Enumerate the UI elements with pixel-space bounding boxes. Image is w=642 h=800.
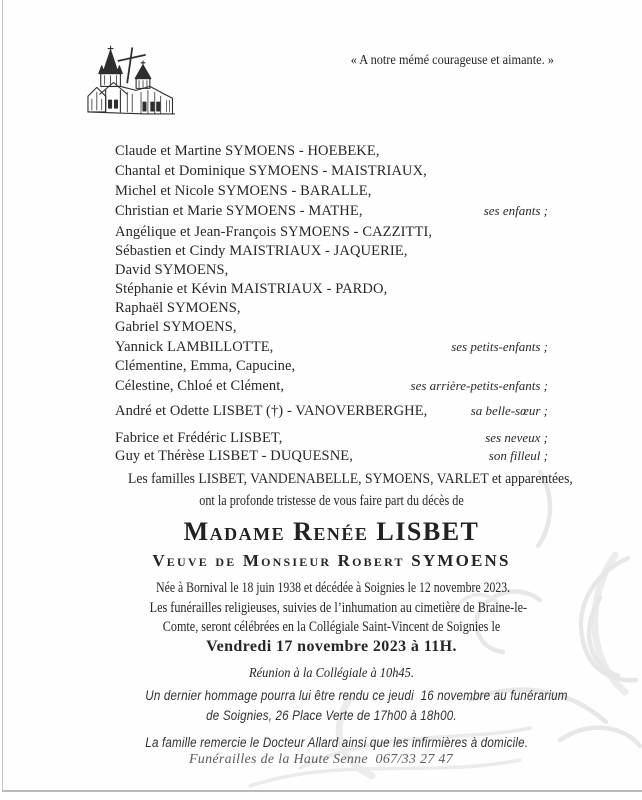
relative-row [115,357,548,376]
relationship-label: son filleul ; [488,448,548,463]
relative-row [115,201,548,221]
funeral-details-line-1: Les funérailles religieuses, suivies de l’inhumation au cimetière de Braine-le- [149,600,528,616]
relative-row [115,161,548,181]
relative-names: Célestine, Chloé et Clément, [115,378,285,394]
relative-names: Gabriel SYMOENS, [115,319,237,335]
relative-row [115,299,548,318]
tribute-line-2: de Soignies, 26 Place Verte de 17h00 à 18h00. [206,708,457,723]
relative-names: Michel et Nicole SYMOENS - BARALLE, [115,183,372,199]
life-dates-line: Née à Bornival le 18 juin 1938 et décédée à Soignies le 12 novembre 2023. [156,580,511,596]
relative-row [115,429,548,447]
relative-names: Clémentine, Emma, Capucine, [115,358,296,374]
relative-row [115,337,548,357]
relative-row [115,376,548,396]
relative-names: David SYMOENS, [115,262,229,278]
relative-names: Yannick LAMBILLOTTE, [115,339,274,355]
church-icon [86,45,200,118]
scan-left-edge [2,0,3,791]
relative-row [115,141,548,161]
relationship-label: ses neveux ; [485,430,548,445]
relative-names: Guy et Thérèse LISBET - DUQUESNE, [115,448,353,464]
scan-bottom-edge [2,790,642,792]
relative-row [115,280,548,299]
relative-row [115,318,548,337]
relatives-group [115,357,548,396]
relative-row [115,242,548,261]
widow-line: Veuve de Monsieur Robert SYMOENS [152,551,511,570]
relative-names: André et Odette LISBET (†) - VANOVERBERGHE, [115,403,428,419]
funeral-date-line: Vendredi 17 novembre 2023 à 11H. [206,638,457,655]
relatives-group [115,141,548,221]
relatives-group [115,429,548,447]
relationship-label: ses enfants ; [483,203,548,218]
relationship-label: ses petits-enfants ; [451,339,548,354]
relatives-group [115,223,548,357]
relatives-group [115,401,548,421]
relationship-label: ses arrière-petits-enfants ; [410,378,548,393]
relative-names: Sébastien et Cindy MAISTRIAUX - JAQUERIE, [115,243,408,259]
meeting-line: Réunion à la Collégiale à 10h45. [249,665,414,680]
relative-names: Stéphanie et Kévin MAISTRIAUX - PARDO, [115,281,388,297]
deceased-name: Madame Renée LISBET [183,517,480,546]
relative-names: Raphaël SYMOENS, [115,300,241,316]
relative-names: Claude et Martine SYMOENS - HOEBEKE, [115,143,380,159]
families-line: Les familles LISBET, VANDENABELLE, SYMOENS, VARLET et apparentées, [127,471,573,487]
relative-row [115,447,548,465]
relatives-list [115,141,548,465]
relative-names: Christian et Marie SYMOENS - MATHE, [115,203,363,219]
thanks-line: La famille remercie le Docteur Allard ainsi que les infirmières à domicile. [145,735,529,750]
relative-row [115,223,548,242]
relative-names: Chantal et Dominique SYMOENS - MAISTRIAUX, [115,163,427,179]
relative-names: Fabrice et Frédéric LISBET, [115,430,283,446]
relative-row [115,261,548,280]
relationship-label: sa belle-sœur ; [470,403,548,418]
relative-names: Angélique et Jean-François SYMOENS - CAZZITTI, [115,224,433,240]
relative-row [115,401,548,421]
funeral-details-line-2: Comte, seront célébrées en la Collégiale Saint-Vincent de Soignies le [162,618,501,635]
funeral-home-line: Funérailles de la Haute Senne 067/33 27 47 [188,752,454,767]
sadness-line: ont la profonde tristesse de vous faire part du décès de [199,493,464,509]
relatives-group [115,447,548,465]
relative-row [115,181,548,201]
dedication-quote: « A notre mémé courageuse et aimante. » [350,53,554,68]
announcement-body [115,141,573,753]
tribute-line-1: Un dernier hommage pourra lui être rendu ce jeudi 16 novembre au funérarium [145,688,568,703]
